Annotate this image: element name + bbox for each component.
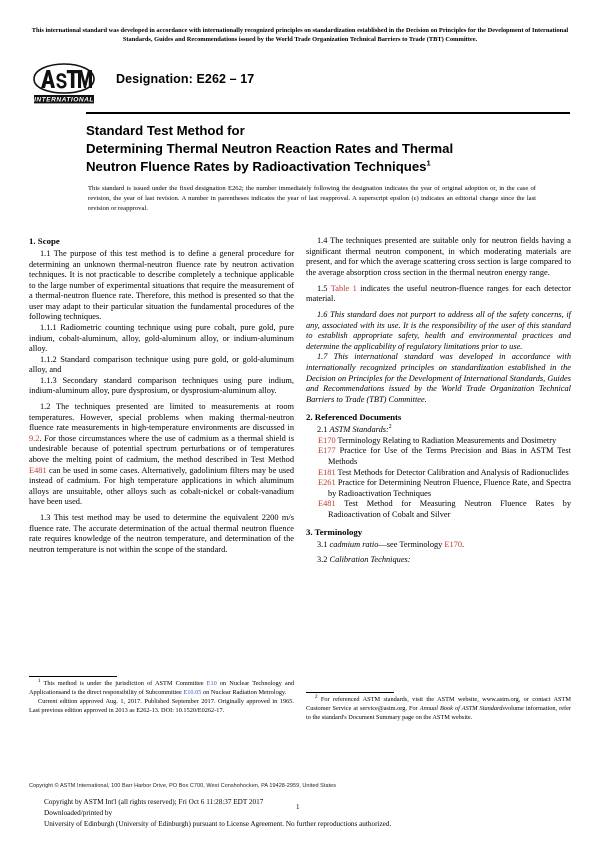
footnote-left: [29, 676, 294, 716]
paragraph-3-2-term: Calibration Techniques:: [329, 554, 411, 564]
paragraph-1-6: 1.6 This standard does not purport to address all of the safety concerns, if any, associated with its use. It is the responsibility of the user of this standard to establish appropriate safety, health and environmental practices and determine the applicability of regulatory limitations prior to use.: [306, 310, 571, 351]
footnote-right-part-1: For referenced ASTM standards, visit the ASTM website, www.astm.org, or contact ASTM Customer Service at service@astm.org. For: [306, 696, 571, 712]
paragraph-2-1-number: 2.1: [317, 425, 330, 435]
footnote-rule-left: [29, 676, 117, 677]
paragraph-1-1-1: 1.1.1 Radiometric counting technique using pure cobalt, pure gold, pure indium, cobalt-aluminum, alloy, gold-aluminum alloy, or indium-aluminum alloy.: [29, 322, 294, 354]
download-stamp-line-1: Copyright by ASTM Int'l (all rights reserved); Fri Oct 6 11:28:37 EDT 2017: [44, 798, 264, 806]
footnote-left-part-3: on Nuclear Radiation Metrology.: [201, 688, 287, 696]
link-standard-e481-ref[interactable]: E481: [318, 499, 336, 509]
title-footnote-marker: 1: [426, 158, 431, 168]
paragraph-1-1-3: 1.1.3 Secondary standard comparison techniques using pure indium, indium-aluminum alloy, pure dysprosium, or dysprosium-aluminum alloy.: [29, 375, 294, 396]
section-heading-terminology: 3. Terminology: [306, 527, 363, 538]
link-subcommittee-e10-05[interactable]: E10.05: [183, 688, 202, 696]
paragraph-3-1-term: cadmium ratio: [329, 540, 379, 550]
link-section-9-2[interactable]: 9.2: [29, 433, 40, 443]
page-title: [86, 122, 556, 176]
left-column: [29, 236, 294, 555]
reference-item: [306, 478, 571, 499]
section-heading-referenced-documents: 2. Referenced Documents: [306, 412, 402, 423]
link-standard-e177[interactable]: E177: [318, 446, 336, 456]
title-line-1: Standard Test Method for: [86, 123, 245, 138]
title-line-3: [86, 158, 556, 176]
link-table-1[interactable]: Table 1: [330, 283, 357, 293]
paragraph-3-1: [306, 540, 571, 551]
reference-item-text: Terminology Relating to Radiation Measurements and Dosimetry: [335, 435, 557, 445]
paragraph-1-2-part-a: 1.2 The techniques presented are limited to measurements at room temperatures. However, special problems when making thermal-neutron fluence rate measurements in high-temperature environments are discussed in: [29, 402, 294, 433]
reference-item: [306, 446, 571, 467]
title-line-2: Determining Thermal Neutron Reaction Rates and Thermal: [86, 140, 454, 156]
link-standard-e181[interactable]: E181: [318, 467, 336, 477]
paragraph-1-4: 1.4 The techniques presented are suitable only for neutron fields having a significant thermal neutron component, in which moderating materials are present, and for which the average scattering cross section is large compared to the average absorption cross section in the thermal neutron energy range.: [306, 236, 571, 277]
paragraph-1-2-part-c: can be used in some cases. Alternatively, gadolinium filters may be used instead of cadmium. For high temperature applications in which aluminum alloys are unsuitable, other alloys such as cobalt-nickel or cobalt-vanadium have been used.: [29, 465, 294, 507]
link-standard-e481[interactable]: E481: [29, 465, 47, 475]
paragraph-1-5: [306, 284, 571, 305]
paragraph-1-1: 1.1 The purpose of this test method is to define a general procedure for determining an unknown thermal-neutron fluence rate by neutron activation techniques. It is not practicable to describe completely a technique applicable to the large number of experimental situations that require the measurement of a thermal-neutron fluence rate. Therefore, this method is presented so that the user may adapt to their particular situation the fundamental procedures of the following techniques.: [29, 249, 294, 322]
download-stamp-line-2: Downloaded/printed by: [44, 809, 113, 818]
paragraph-3-2: [306, 555, 571, 566]
header-divider: [86, 112, 570, 114]
paragraph-2-1: [306, 425, 571, 436]
paragraph-1-5-part-b: indicates the useful neutron-fluence ranges for each detector material.: [306, 283, 572, 304]
paragraph-1-1-2: 1.1.2 Standard comparison technique using pure gold, or gold-aluminum alloy, and: [29, 354, 294, 375]
paragraph-1-7: 1.7 This international standard was developed in accordance with internationally recognized principles on standardization established in the Decision on Principles for the Development of International Standards, Guides and Recommendations issued by the World Trade Organization Technical Barriers to Trade (TBT) Committee.: [306, 352, 571, 404]
paragraph-3-1-mid: —see Terminology: [378, 540, 445, 550]
issue-statement: This standard is issued under the fixed designation E262; the number immediately following the designation indicates the year of original adoption or, in the case of revision, the year of last revision. A number in parentheses indicates the year of last reapproval. A superscript epsilon (ε) indicates an editorial change since the last revision or reapproval.: [88, 185, 536, 212]
footnote-rule-right: [306, 692, 394, 693]
link-committee-e10[interactable]: E10: [206, 680, 217, 687]
footnote-left-paragraph-2: Current edition approved Aug. 1, 2017. Published September 2017. Originally approved in 1965. Last previous edition approved in 2013 as E262-13. DOI: 10.1520/E0262-17.: [29, 697, 294, 714]
paragraph-2-1-label: ASTM Standards:: [329, 425, 389, 435]
reference-item-text: Test Method for Measuring Neutron Fluence Rates by Radioactivation of Cobalt and Silver: [328, 499, 571, 519]
footnote-left-part-1: This method is under the jurisdiction of ASTM Committee: [40, 680, 207, 687]
paragraph-3-2-number: 3.2: [317, 554, 330, 564]
right-column: [306, 236, 571, 565]
link-standard-e170[interactable]: E170: [318, 435, 336, 445]
paragraph-1-2: [29, 402, 294, 507]
copyright-notice: Copyright © ASTM International, 100 Barr Harbor Drive, PO Box C700, West Conshohocken, PA 19428-2959, United States: [29, 783, 337, 789]
footnote-left-part-2: on Nuclear Technology and Applicationsand is the direct responsibility of Subcommittee: [29, 680, 295, 696]
page-number: 1: [296, 803, 300, 811]
footnote-right-marker: 2: [315, 694, 318, 700]
footnote-right-paragraph: [306, 696, 571, 723]
paragraph-1-3: 1.3 This test method may be used to determine the equivalent 2200 m/s fluence rate. The accurate determination of the actual thermal neutron fluence rate requires knowledge of the neutron temperature, and determination of the neutron temperature is not within the scope of the standard.: [29, 513, 294, 554]
svg-text:INTERNATIONAL: INTERNATIONAL: [34, 96, 94, 104]
reference-item: [306, 468, 571, 479]
reference-item-text: Practice for Determining Neutron Fluence, Fluence Rate, and Spectra by Radioactivation Techniques: [328, 478, 571, 498]
title-line-3-text: Neutron Fluence Rates by Radioactivation Techniques: [86, 158, 427, 174]
paragraph-1-5-part-a: 1.5: [317, 283, 331, 293]
reference-item-text: Test Methods for Detector Calibration and Analysis of Radionuclides: [335, 467, 569, 477]
footnote-left-paragraph-1: [29, 680, 294, 698]
paragraph-2-1-footnote-marker: 2: [388, 424, 392, 431]
footnote-right-part-2: volume information, refer to the standard's Document Summary page on the ASTM website.: [306, 704, 571, 721]
footnote-left-marker: 1: [38, 678, 41, 684]
reference-item: [306, 499, 571, 520]
paragraph-3-1-end: .: [462, 540, 465, 550]
section-heading-scope: 1. Scope: [29, 236, 60, 246]
tbt-header-note: This international standard was developed in accordance with internationally recognized principles on standardization established in the Decision on Principles for the Development of International Standards, Guides and Recommendations issued by the World Trade Organization Technical Barriers to Trade (TBT) Committee.: [31, 27, 569, 44]
reference-item: [306, 436, 571, 447]
designation-label: Designation: E262 – 17: [116, 72, 255, 86]
link-standard-e261[interactable]: E261: [318, 478, 336, 488]
astm-logo-icon: [30, 62, 98, 106]
footnote-right-italic: Annual Book of ASTM Standards: [419, 704, 505, 712]
download-stamp: [44, 797, 544, 830]
paragraph-3-1-number: 3.1: [317, 540, 330, 550]
download-stamp-line-3: University of Edinburgh (University of Edinburgh) pursuant to License Agreement. No further reproductions authorized.: [44, 820, 392, 829]
link-standard-e170-terminology[interactable]: E170: [444, 540, 463, 550]
designation-row: [30, 62, 570, 110]
reference-item-text: Practice for Use of the Terms Precision and Bias in ASTM Test Methods: [328, 446, 571, 466]
paragraph-1-2-part-b: . For those circumstances where the use of cadmium as a thermal shield is undesirable because of potential spectrum perturbations or of temperatures above the melting point of cadmium, the method described in Test Method: [29, 433, 294, 465]
footnote-right: [306, 692, 571, 723]
